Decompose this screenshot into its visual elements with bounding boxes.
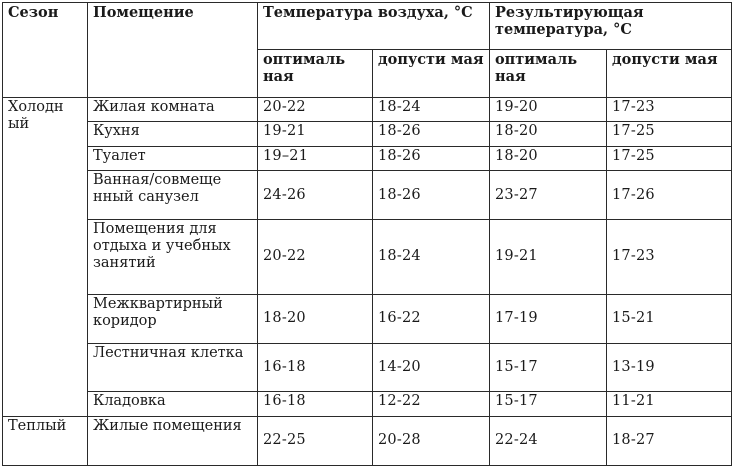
result-optimal-cell: 22-24	[490, 416, 607, 465]
air-optimal-cell: 22-25	[258, 416, 373, 465]
header-air-optimal: оптималь ная	[258, 49, 373, 97]
result-allowable-cell: 17-25	[607, 122, 732, 146]
air-allowable-cell: 18-26	[373, 122, 490, 146]
result-optimal-cell: 15-17	[490, 392, 607, 416]
result-optimal-cell: 17-19	[490, 294, 607, 343]
table-row	[3, 294, 732, 343]
result-allowable-cell: 13-19	[607, 343, 732, 392]
result-allowable-cell: 17-23	[607, 220, 732, 294]
header-air-temperature: Температура воздуха, °С	[258, 3, 490, 50]
result-optimal-cell: 18-20	[490, 146, 607, 170]
air-allowable-cell: 18-26	[373, 146, 490, 170]
air-optimal-cell: 19-21	[258, 122, 373, 146]
table-row	[3, 343, 732, 392]
table-row	[3, 416, 732, 465]
air-allowable-cell: 20-28	[373, 416, 490, 465]
room-cell: Помещения для отдыха и учебных занятий	[88, 220, 258, 294]
table-row	[3, 220, 732, 294]
season-cold-cell: Холодн ый	[3, 97, 88, 416]
table-row	[3, 97, 732, 121]
room-cell: Жилая комната	[88, 97, 258, 121]
room-cell: Лестничная клетка	[88, 343, 258, 392]
temperature-norms-table	[2, 2, 732, 466]
result-optimal-cell: 19-21	[490, 220, 607, 294]
header-resulting-temperature: Результирующая температура, °С	[490, 3, 732, 50]
header-room: Помещение	[88, 3, 258, 98]
result-allowable-cell: 18-27	[607, 416, 732, 465]
result-allowable-cell: 17-23	[607, 97, 732, 121]
result-allowable-cell: 11-21	[607, 392, 732, 416]
header-row-top	[3, 3, 732, 50]
table-row	[3, 392, 732, 416]
result-optimal-cell: 18-20	[490, 122, 607, 146]
header-air-allowable: допусти мая	[373, 49, 490, 97]
room-cell: Межквартирный коридор	[88, 294, 258, 343]
air-optimal-cell: 20-22	[258, 97, 373, 121]
air-allowable-cell: 16-22	[373, 294, 490, 343]
air-allowable-cell: 18-26	[373, 171, 490, 220]
room-cell: Ванная/совмеще нный санузел	[88, 171, 258, 220]
result-optimal-cell: 15-17	[490, 343, 607, 392]
air-allowable-cell: 18-24	[373, 220, 490, 294]
result-allowable-cell: 17-25	[607, 146, 732, 170]
header-result-optimal: оптималь ная	[490, 49, 607, 97]
header-result-allowable: допусти мая	[607, 49, 732, 97]
air-optimal-cell: 24-26	[258, 171, 373, 220]
table-row	[3, 122, 732, 146]
room-cell: Кладовка	[88, 392, 258, 416]
air-allowable-cell: 12-22	[373, 392, 490, 416]
table-row	[3, 146, 732, 170]
air-allowable-cell: 14-20	[373, 343, 490, 392]
table-row	[3, 171, 732, 220]
room-cell: Кухня	[88, 122, 258, 146]
result-allowable-cell: 15-21	[607, 294, 732, 343]
season-warm-cell: Теплый	[3, 416, 88, 465]
temperature-norms-table-document	[2, 2, 732, 466]
result-allowable-cell: 17-26	[607, 171, 732, 220]
header-season: Сезон	[3, 3, 88, 98]
result-optimal-cell: 19-20	[490, 97, 607, 121]
air-allowable-cell: 18-24	[373, 97, 490, 121]
result-optimal-cell: 23-27	[490, 171, 607, 220]
air-optimal-cell: 19–21	[258, 146, 373, 170]
room-cell: Жилые помещения	[88, 416, 258, 465]
air-optimal-cell: 18-20	[258, 294, 373, 343]
air-optimal-cell: 16-18	[258, 343, 373, 392]
air-optimal-cell: 16-18	[258, 392, 373, 416]
air-optimal-cell: 20-22	[258, 220, 373, 294]
room-cell: Туалет	[88, 146, 258, 170]
